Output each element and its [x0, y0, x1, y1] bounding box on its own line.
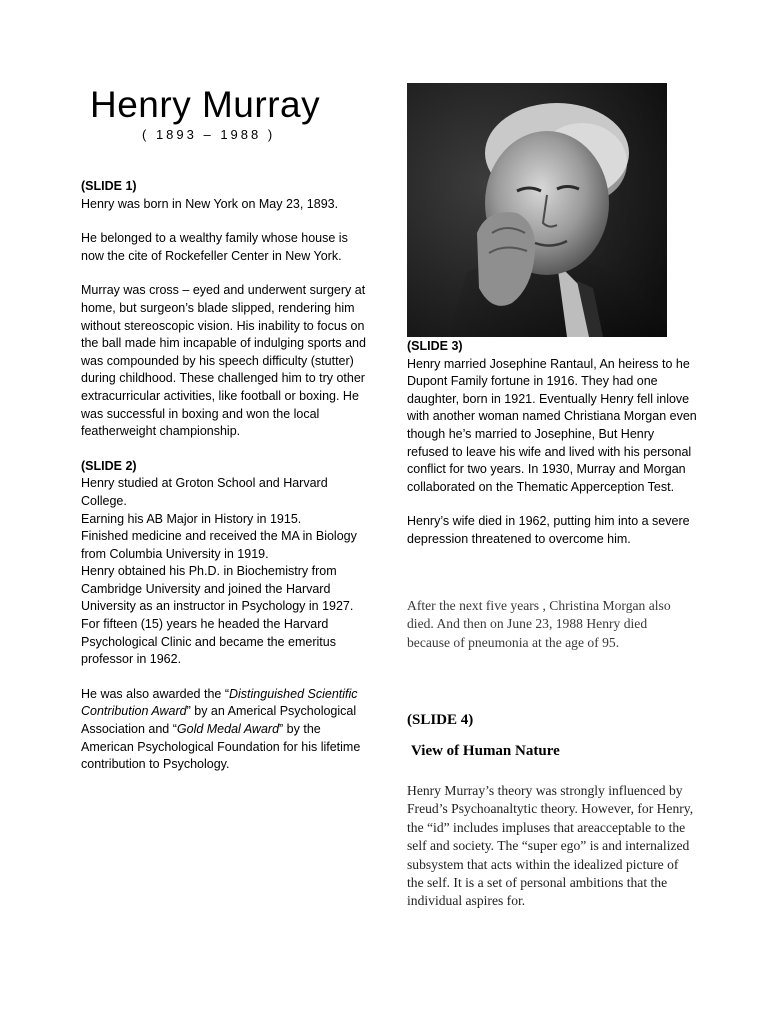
awards-mid2: ” by the American Psychological Foundation for his lifetime contribution to Psychology. — [81, 722, 361, 772]
slide3-block — [407, 338, 697, 496]
slide1-family: He belonged to a wealthy family whose house is now the cite of Rockefeller Center in New York. — [81, 231, 348, 263]
awards-pre: He was also awarded the “ — [81, 686, 229, 701]
slide2-line-groton: Henry studied at Groton School and Harvard College. — [81, 476, 328, 508]
slide2-label: (SLIDE 2) — [81, 458, 137, 473]
portrait-photo — [407, 83, 667, 337]
portrait-image — [407, 83, 667, 337]
slide2-line-ab: Earning his AB Major in History in 1915. — [81, 511, 302, 526]
human-nature-heading: View of Human Nature — [411, 743, 560, 759]
life-dates: ( 1893 – 1988 ) — [142, 127, 276, 142]
slide2-block — [81, 458, 371, 669]
slide3-wife-death: Henry’s wife died in 1962, putting him into a severe depression threatened to overcome him. — [407, 514, 690, 546]
right-column — [407, 338, 697, 566]
award-gold-medal: Gold Medal Award — [176, 722, 280, 737]
slide2-line-clinic: For fifteen (15) years he headed the Harvard Psychological Clinic and became the emeritus professor in 1962. — [81, 617, 336, 667]
page-title: Henry Murray — [90, 84, 321, 125]
slide1-label: (SLIDE 1) — [81, 179, 137, 193]
slide1-block — [81, 178, 371, 213]
awards-mid1: ” by an Americal Psychological Association and “ — [81, 704, 357, 737]
slide3-label: (SLIDE 3) — [407, 339, 463, 353]
left-column — [81, 178, 371, 791]
slide1-birth: Henry was born in New York on May 23, 1893. — [81, 196, 339, 211]
awards-paragraph — [81, 686, 371, 774]
slide3-marriage: Henry married Josephine Rantaul, An heiress to he Dupont Family fortune in 1916. They had one daughter, born in 1921. Eventually Henry fell inlove with another woman named Christiana Morgan even though he’s married to Josephine, But Henry refused to leave his wife and lived with his personal conflict for two years. In 1930, Murray and Morgan collaborated on the Thematic Apperception Test. — [407, 356, 697, 494]
slide1-surgery: Murray was cross – eyed and underwent surgery at home, but surgeon’s blade slipped, rendering him without stereoscopic vision. His inability to focus on the ball made him incapable of indulging sports and was compounded by his speech difficulty (stutter) during childhood. These challenged him to try other extracurricular activities, like football or boxing. He was successful in boxing and won the local featherweight championship. — [81, 283, 366, 439]
death-paragraph: After the next five years , Christina Morgan also died. And then on June 23, 1988 Henry died because of pneumonia at the age of 95. — [407, 598, 671, 650]
slide2-line-phd: Henry obtained his Ph.D. in Biochemistry from Cambridge University and joined the Harvard University as an instructor in Psychology in 1927. — [81, 564, 354, 614]
slide4-label: (SLIDE 4) — [407, 712, 474, 728]
slide2-line-ma: Finished medicine and received the MA in Biology from Columbia University in 1919. — [81, 529, 357, 561]
award-distinguished: Distinguished Scientific Contribution Award — [81, 686, 358, 719]
theory-paragraph: Henry Murray’s theory was strongly influenced by Freud’s Psychoanaltytic theory. However, for Henry, the “id” includes impluses that areacceptable to the self and society. The “super ego” is and internalized subsystem that acts within the idealized picture of the self. It is a set of personal ambitions that the individual aspires for. — [407, 783, 694, 909]
